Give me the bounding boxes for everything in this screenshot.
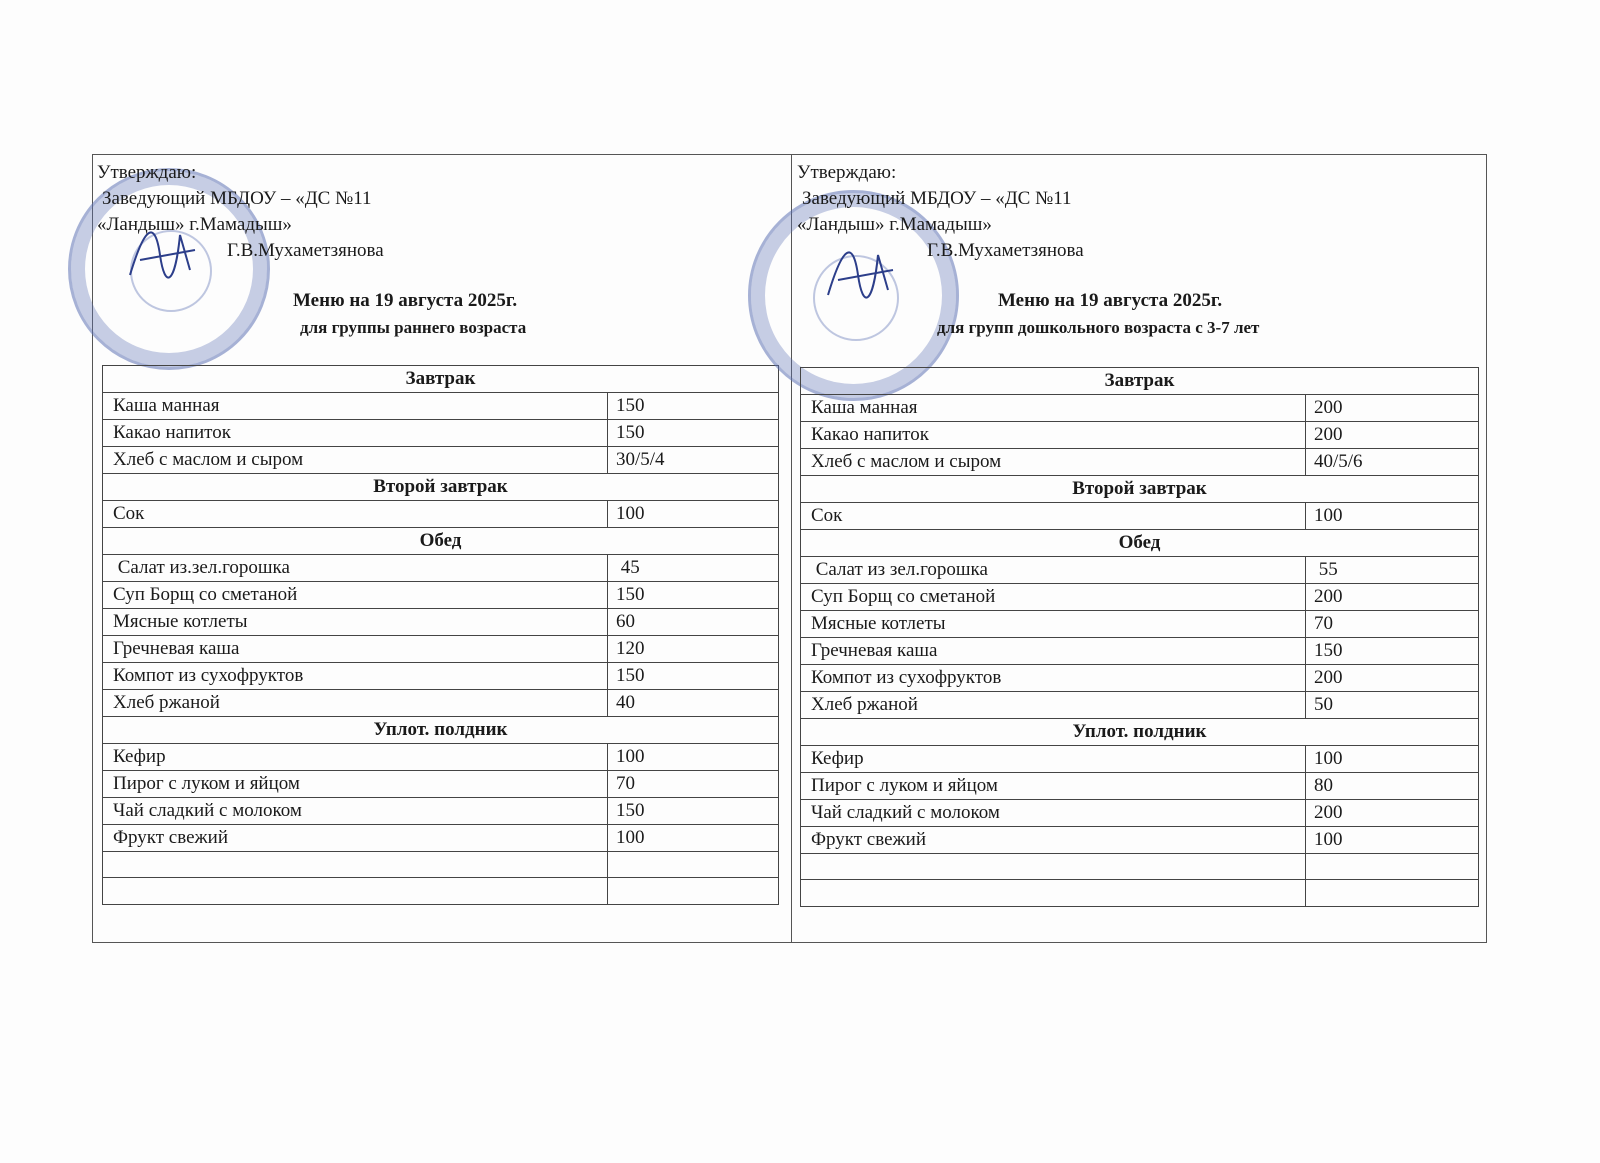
portion-size: 150 [608,582,779,609]
table-row [103,501,779,528]
section-heading: Обед [801,530,1479,557]
dish-name: Мясные котлеты [801,611,1306,638]
table-row [103,771,779,798]
portion-size: 40 [608,690,779,717]
signer-name: Г.В.Мухаметзянова [227,240,384,261]
portion-size: 50 [1306,692,1479,719]
table-row [801,854,1479,880]
section-heading: Завтрак [801,368,1479,395]
table-row [103,663,779,690]
dish-name: Суп Борщ со сметаной [801,584,1306,611]
table-row [801,395,1479,422]
portion-size: 150 [1306,638,1479,665]
portion-size: 100 [1306,746,1479,773]
table-row [801,665,1479,692]
dish-name: Чай сладкий с молоком [801,800,1306,827]
dish-name: Хлеб с маслом и сыром [103,447,608,474]
approve-label: Утверждаю: [797,162,897,183]
head-position: Заведующий МБДОУ – «ДС №11 [102,188,372,209]
portion-size: 120 [608,636,779,663]
dish-name: Какао напиток [801,422,1306,449]
dish-name: Кефир [103,744,608,771]
table-row [801,557,1479,584]
table-row [801,584,1479,611]
dish-name: Гречневая каша [801,638,1306,665]
portion-size: 100 [608,744,779,771]
table-row [103,393,779,420]
portion-size: 40/5/6 [1306,449,1479,476]
section-row [103,474,779,501]
table-row [801,611,1479,638]
portion-size: 150 [608,663,779,690]
portion-size: 150 [608,393,779,420]
table-row [801,422,1479,449]
dish-name: Кефир [801,746,1306,773]
menu-table [800,367,1479,907]
approval-block [797,160,1084,264]
dish-name: Мясные котлеты [103,609,608,636]
menu-subtitle: для групп дошкольного возраста с 3-7 лет [937,318,1260,337]
dish-name: Фрукт свежий [801,827,1306,854]
table-row [801,638,1479,665]
portion-size: 70 [1306,611,1479,638]
dish-name: Хлеб ржаной [103,690,608,717]
dish-name: Каша манная [103,393,608,420]
table-row [801,746,1479,773]
table-row [103,825,779,852]
portion-size: 200 [1306,800,1479,827]
table-row [801,692,1479,719]
dish-name: Гречневая каша [103,636,608,663]
table-row [801,449,1479,476]
portion-size: 80 [1306,773,1479,800]
section-row [801,476,1479,503]
table-row [103,852,779,878]
menu-subtitle: для группы раннего возраста [300,318,527,337]
portion-size: 60 [608,609,779,636]
table-row [801,503,1479,530]
table-row [801,880,1479,906]
portion-size: 150 [608,798,779,825]
portion-size: 45 [608,555,779,582]
portion-size [1306,880,1479,906]
dish-name: Пирог с луком и яйцом [801,773,1306,800]
table-row [801,800,1479,827]
approval-block [97,160,384,264]
section-heading: Уплот. полдник [103,717,779,744]
portion-size: 100 [608,825,779,852]
portion-size: 200 [1306,584,1479,611]
portion-size: 100 [608,501,779,528]
section-heading: Второй завтрак [801,476,1479,503]
portion-size: 200 [1306,665,1479,692]
menu-title: Меню на 19 августа 2025г. [998,290,1223,311]
table-row [801,773,1479,800]
dish-name: Компот из сухофруктов [103,663,608,690]
table-row [801,827,1479,854]
portion-size: 100 [1306,827,1479,854]
section-row [103,528,779,555]
portion-size: 150 [608,420,779,447]
portion-size [608,878,779,904]
table-row [103,878,779,904]
section-row [801,719,1479,746]
portion-size: 30/5/4 [608,447,779,474]
portion-size: 70 [608,771,779,798]
portion-size: 200 [1306,422,1479,449]
table-row [103,582,779,609]
head-organization: «Ландыш» г.Мамадыш» [797,214,992,235]
dish-name [801,880,1306,906]
dish-name: Компот из сухофруктов [801,665,1306,692]
section-row [103,366,779,393]
dish-name [801,854,1306,880]
section-row [801,530,1479,557]
dish-name: Чай сладкий с молоком [103,798,608,825]
table-row [103,447,779,474]
approve-label: Утверждаю: [97,162,197,183]
section-row [103,717,779,744]
section-heading: Второй завтрак [103,474,779,501]
section-heading: Уплот. полдник [801,719,1479,746]
dish-name [103,878,608,904]
dish-name: Сок [103,501,608,528]
dish-name: Какао напиток [103,420,608,447]
portion-size: 55 [1306,557,1479,584]
table-row [103,420,779,447]
dish-name: Каша манная [801,395,1306,422]
head-position: Заведующий МБДОУ – «ДС №11 [802,188,1072,209]
head-organization: «Ландыш» г.Мамадыш» [97,214,292,235]
section-row [801,368,1479,395]
dish-name [103,852,608,878]
table-row [103,744,779,771]
dish-name: Хлеб с маслом и сыром [801,449,1306,476]
table-row [103,609,779,636]
dish-name: Хлеб ржаной [801,692,1306,719]
section-heading: Обед [103,528,779,555]
portion-size: 100 [1306,503,1479,530]
portion-size [1306,854,1479,880]
portion-size: 200 [1306,395,1479,422]
table-row [103,636,779,663]
menu-table [102,365,779,905]
dish-name: Салат из.зел.горошка [103,555,608,582]
section-heading: Завтрак [103,366,779,393]
portion-size [608,852,779,878]
table-row [103,798,779,825]
table-row [103,555,779,582]
signer-name: Г.В.Мухаметзянова [927,240,1084,261]
table-row [103,690,779,717]
menu-title: Меню на 19 августа 2025г. [293,290,518,311]
dish-name: Пирог с луком и яйцом [103,771,608,798]
dish-name: Суп Борщ со сметаной [103,582,608,609]
dish-name: Салат из зел.горошка [801,557,1306,584]
dish-name: Фрукт свежий [103,825,608,852]
dish-name: Сок [801,503,1306,530]
